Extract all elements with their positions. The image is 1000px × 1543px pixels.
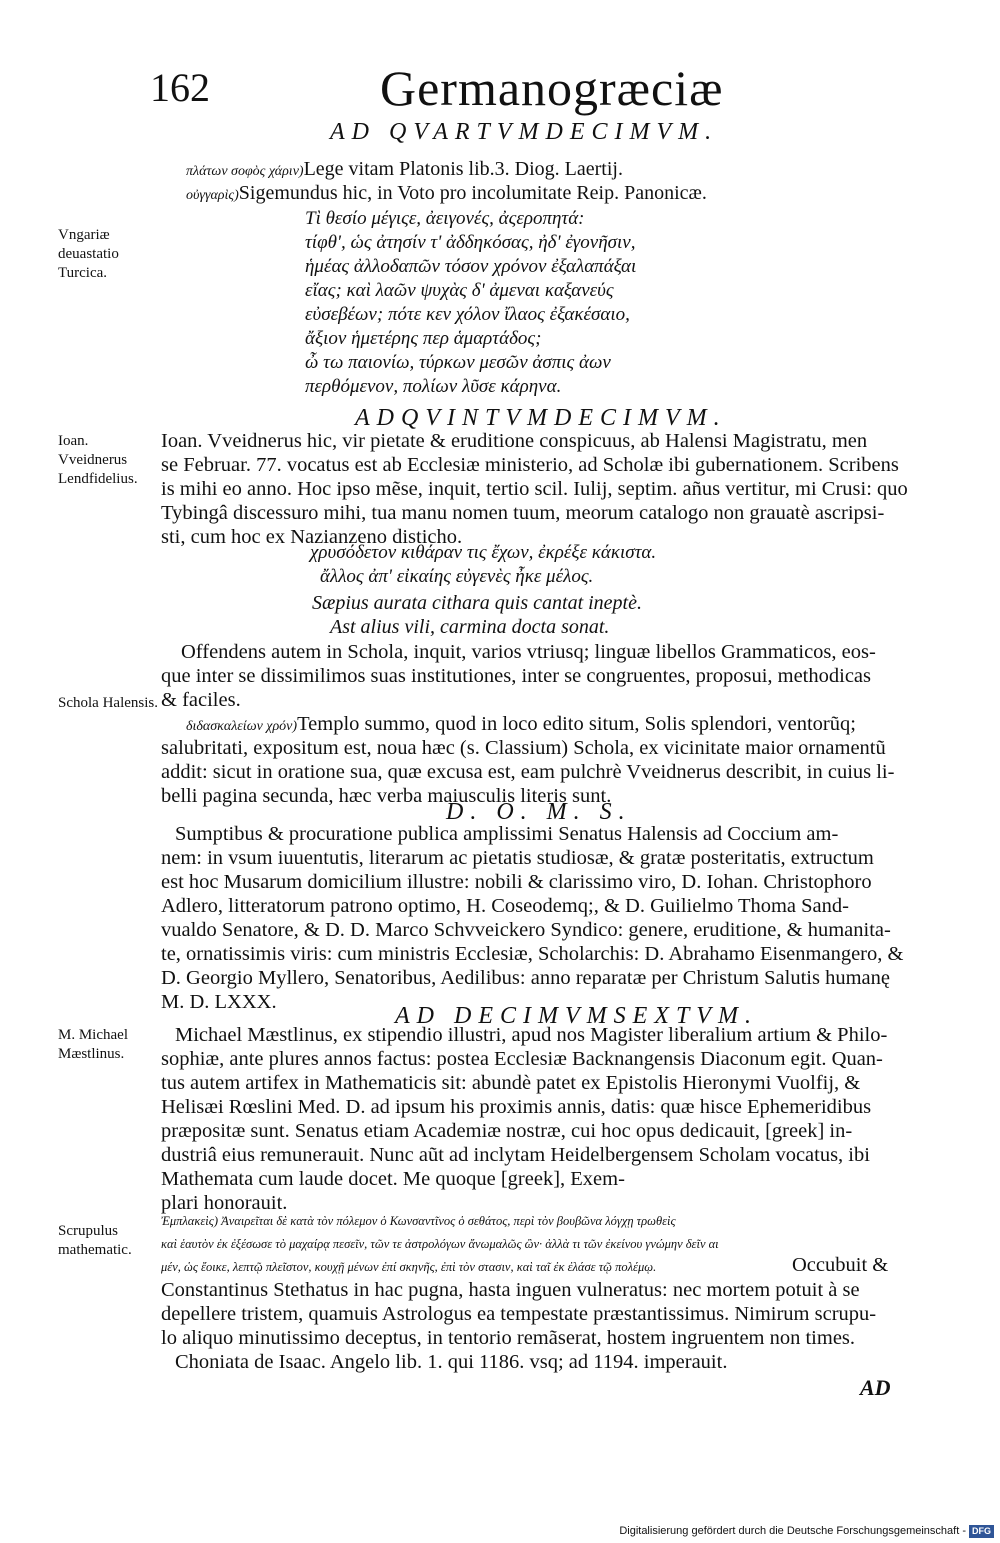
digitization-footer [619, 1524, 994, 1538]
inscription-heading: D. O. M. S. [446, 799, 632, 825]
paragraph-line: Michael Mæstlinus, ex stipendio illustri, apud nos Magister liberalium artium & Philo- [175, 1024, 888, 1046]
paragraph-line: Helisæi Rœslini Med. D. ad ipsum his proximis annis, datis: quæ hisce Ephemeridibus [161, 1096, 872, 1118]
latin-verse-line: Ast alius vili, carmina docta sonat. [330, 616, 610, 638]
entry-lemma: πλάτων σοφὸς χάριν) [186, 164, 304, 179]
dfg-logo: DFG [969, 1525, 994, 1538]
paragraph-line: Mathemata cum laude docet. Me quoque [greek], Exem- [161, 1168, 625, 1190]
greek-verse-line: τίφθ', ὡς ἀτησίν τ' ἀδδηκόσας, ἠδ' ἐγονῆσιν, [305, 232, 636, 253]
page-header [0, 60, 1000, 116]
paragraph-line: præpositæ sunt. Senatus etiam Academiæ nostræ, cui hoc opus dedicauit, [greek] in- [161, 1120, 853, 1142]
paragraph-line [186, 713, 856, 738]
inscription-line: M. D. LXXX. [161, 991, 277, 1013]
page-number: 162 [150, 65, 210, 110]
inscription-line: Sumptibus & procuratione publica amplissimi Senatus Halensis ad Coccium am- [175, 823, 839, 845]
paragraph-line: Tybingâ discessuro mihi, tua manu nomen tuum, meorum catalogo non grauatè ascripsi- [161, 502, 885, 524]
entry-lemma: διδασκαλείων χρόν) [186, 719, 298, 734]
paragraph-line: belli pagina secunda, hæc verba maiusculis literis sunt. [161, 785, 612, 807]
greek-verse-line: εἴας; καὶ λαῶν ψυχὰς δ' ἀμεναι καξανεύς [305, 280, 614, 301]
greek-verse-line: ἄλλος ἀπ' εἰκαίης εὐγενὲς ἦκε μέλος. [320, 566, 594, 587]
entry-text: Lege vitam Platonis lib.3. Diog. Laertij. [303, 158, 623, 180]
inscription-line: Adlero, litteratorum patrono optimo, H. Coseodemq;, & D. Guilielmo Thoma Sand- [161, 895, 849, 917]
inscription-line: est hoc Musarum domicilium illustre: nobili & clarissimo viro, D. Iohan. Christophoro [161, 871, 872, 893]
greek-verse-line: περθόμενον, πολίων λῦσε κάρηνα. [305, 376, 562, 397]
paragraph-line: Constantinus Stethatus in hac pugna, hasta inguen vulneratus: nec mortem potuit à se [161, 1279, 860, 1301]
paragraph-line: & faciles. [161, 689, 241, 711]
greek-note-line: Ἐμπλακεὶς) Ἀναιρεῖται δὲ κατὰ τὸν πόλεμον ὁ Κωνσαντῖνος ὁ σεθάτος, περὶ τὸν βουβῶνα λόγχῃ τρωθεὶς [161, 1214, 676, 1228]
entry-text: Templo summo, quod in loco edito situm, Solis splendori, ventorũq; [297, 713, 856, 735]
catchword: AD [860, 1375, 891, 1400]
paragraph-line: addit: sicut in oratione sua, quæ excusa est, eam pulchrè Vveidnerus describit, in cuius li- [161, 761, 895, 783]
footer-text: Digitalisierung gefördert durch die Deutsche Forschungsgemeinschaft - [619, 1525, 966, 1537]
greek-verse-line: Τὶ θεσίο μέγιςε, ἀειγονές, ἀςεροπητά: [305, 208, 585, 229]
greek-verse-line: χρυσόδετον κιθάραν τις ἔχων, ἐκρέξε κάκιστα. [310, 542, 657, 563]
paragraph-line: Choniata de Isaac. Angelo lib. 1. qui 1186. vsq; ad 1194. imperauit. [175, 1351, 728, 1373]
paragraph-line: salubritati, expositum est, noua hæc (s. Classium) Schola, ex vicinitate maior ornamentũ [161, 737, 886, 759]
paragraph-line: is mihi eo anno. Hoc ipso mẽse, inquit, tertio scil. Iulij, septim. añus vertitur, mi Crusi: quo [161, 478, 908, 500]
margin-note: Schola Halensis. [58, 695, 158, 711]
paragraph-line: Occubuit & [792, 1254, 889, 1276]
inscription-line: D. Georgio Myllero, Senatoribus, Aedilibus: anno reparatæ per Christum Salutis humanę [161, 967, 890, 989]
margin-note: Scrupulus mathematic. [58, 1223, 132, 1258]
paragraph-line: dustriâ eius remunerauit. Nunc aũt ad inclytam Heidelbergensem Scholam vocatus, ibi [161, 1144, 870, 1166]
inscription-line: vualdo Senatore, & D. D. Marco Schvveickero Syndico: genere, eruditione, & humanita- [161, 919, 891, 941]
section-heading-14: AD QVARTVMDECIMVM. [330, 119, 719, 145]
paragraph-line: Offendens autem in Schola, inquit, varios vtriusq; linguæ libellos Grammaticos, eos- [181, 641, 876, 663]
greek-note-line: καὶ ἑαυτὸν ἐκ ἐξέσωσε τὸ μαχαίρᾳ πεσεῖν, τῶν τε ἀστρολόγων ἄνωμαλῶς ὢν· ἀλλὰ τι τῶν ἐκείνου γνώμην δεῖν αι [161, 1237, 719, 1251]
greek-verse-line: εὐσεβέων; πότε κεν χόλον ἴλαος ἐξακέσαιο, [305, 304, 630, 325]
paragraph-line: lo aliquo minutissimo deceptus, in tentorio remãserat, hostem ingruentem non times. [161, 1327, 856, 1349]
greek-verse-line: ἡμέας ἀλλοδαπῶν τόσον χρόνον ἐξαλαπάξαι [305, 256, 637, 277]
paragraph-line: tus autem artifex in Mathematicis sit: abundè patet ex Epistolis Hieronymi Vuolfij, & [161, 1072, 861, 1094]
entry-row [186, 158, 623, 183]
inscription-line: te, ornatissimis viris: cum ministris Ecclesiæ, Scholarchis: D. Abrahamo Eisenmangero, & [161, 943, 904, 965]
paragraph-line: Ioan. Vveidnerus hic, vir pietate & eruditione conspicuus, ab Halensi Magistratu, men [161, 430, 868, 452]
paragraph-line: sophiæ, ante plures annos factus: postea Ecclesiæ Backnangensis Diaconum egit. Quan- [161, 1048, 883, 1070]
running-title: Germanogræciæ [380, 60, 724, 116]
margin-note: Vngariæ deuastatio Turcica. [58, 227, 119, 281]
margin-note: Ioan. Vveidnerus Lendfidelius. [58, 433, 138, 487]
paragraph-line: que inter se dissimilimos suas institutiones, inter se congruentes, proposui, methodicas [161, 665, 872, 687]
paragraph-line: depellere tristem, quamuis Astrologus ea tempestate præstantissimus. Nimirum scrupu- [161, 1303, 877, 1325]
greek-verse-line: ἄξιον ἡμετέρης περ ἁμαρτάδος; [305, 328, 542, 349]
greek-note-line: μέν, ὡς ἔοικε, λεπτῷ πλεῖστον, κουχῇ μένων ἐπί σκηνῆς, ἐπὶ τὸν στασιν, καὶ ταῖ ἐκ ἐλάσε τῷ πολέμῳ. [161, 1260, 657, 1274]
inscription-line: nem: in vsum iuuentutis, literarum ac pietatis studiosæ, & gratæ posteritatis, extructum [161, 847, 874, 869]
entry-row [186, 182, 707, 207]
paragraph-line: plari honorauit. [161, 1192, 288, 1214]
latin-verse-line: Sæpius aurata cithara quis cantat ineptè. [312, 592, 642, 614]
section-heading-16: AD DECIMVMSEXTVM. [395, 1003, 758, 1029]
margin-note: M. Michael Mæstlinus. [58, 1027, 128, 1062]
paragraph-line: sti, cum hoc ex Nazianzeno disticho. [161, 526, 463, 548]
section-heading-15: ADQVINTVMDECIMVM. [355, 405, 727, 431]
entry-lemma: οὐγγαρὶς) [186, 188, 239, 203]
greek-verse-line: ὦ τω παιονίω, τύρκων μεσῶν ἀσπις ἀων [305, 352, 611, 373]
paragraph-line: se Februar. 77. vocatus est ab Ecclesiæ ministerio, ad Scholæ ibi gubernationem. Scribens [161, 454, 899, 476]
entry-text: Sigemundus hic, in Voto pro incolumitate Reip. Panonicæ. [238, 182, 707, 204]
